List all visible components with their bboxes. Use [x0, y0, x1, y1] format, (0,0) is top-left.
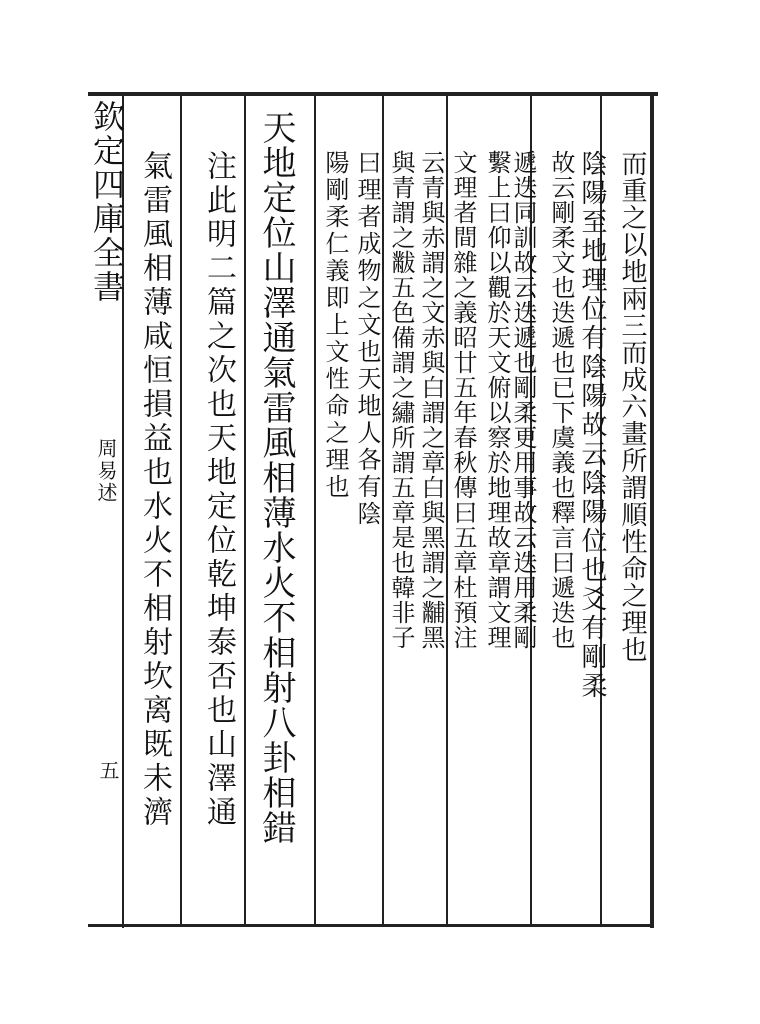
border-top: [88, 92, 658, 96]
column-rule: [180, 96, 182, 924]
text-column: 云青與赤謂之文赤與白謂之章白與黑謂之黼黑: [417, 150, 445, 650]
text-column: 與青謂之黻五色備謂之繡所謂五章是也韓非子: [387, 150, 415, 650]
border-bottom: [88, 924, 654, 927]
text-column: 故云剛柔文也迭遞也已下虞義也釋言曰遞迭也: [547, 150, 575, 650]
text-column: 陽剛柔仁義即上文性命之理也: [321, 150, 349, 501]
text-column: 陰陽至地理位有陰陽故云陰陽位也爻有剛柔: [577, 150, 607, 701]
text-column: 文理者間雜之義昭廿五年春秋傳曰五章杜預注: [449, 150, 477, 650]
text-column: 曰理者成物之文也天地人各有陰: [353, 150, 381, 528]
commentary-column: 氣雷風相薄咸恒損益也水火不相射坎离既未濟: [137, 150, 172, 830]
collection-title: 欽定四庫全書: [88, 100, 126, 304]
book-title: 周易述: [94, 438, 118, 504]
text-column: 繫上曰仰以觀於天文俯以察於地理故章謂文理: [483, 150, 511, 650]
page-number: 五: [96, 760, 120, 780]
column-rule: [314, 96, 316, 924]
column-rule: [244, 96, 246, 924]
commentary-column: 注此明二篇之次也天地定位乾坤泰否也山澤通: [201, 150, 236, 830]
text-column: 遞迭同訓故云迭遞也剛柔更用事故云迭用柔剛: [509, 150, 537, 650]
classic-text-column: 天地定位山澤通氣雷風相薄水火不相射八卦相錯: [256, 110, 296, 845]
text-column: 而重之以地兩三而成六畫所謂順性命之理也: [617, 150, 647, 663]
